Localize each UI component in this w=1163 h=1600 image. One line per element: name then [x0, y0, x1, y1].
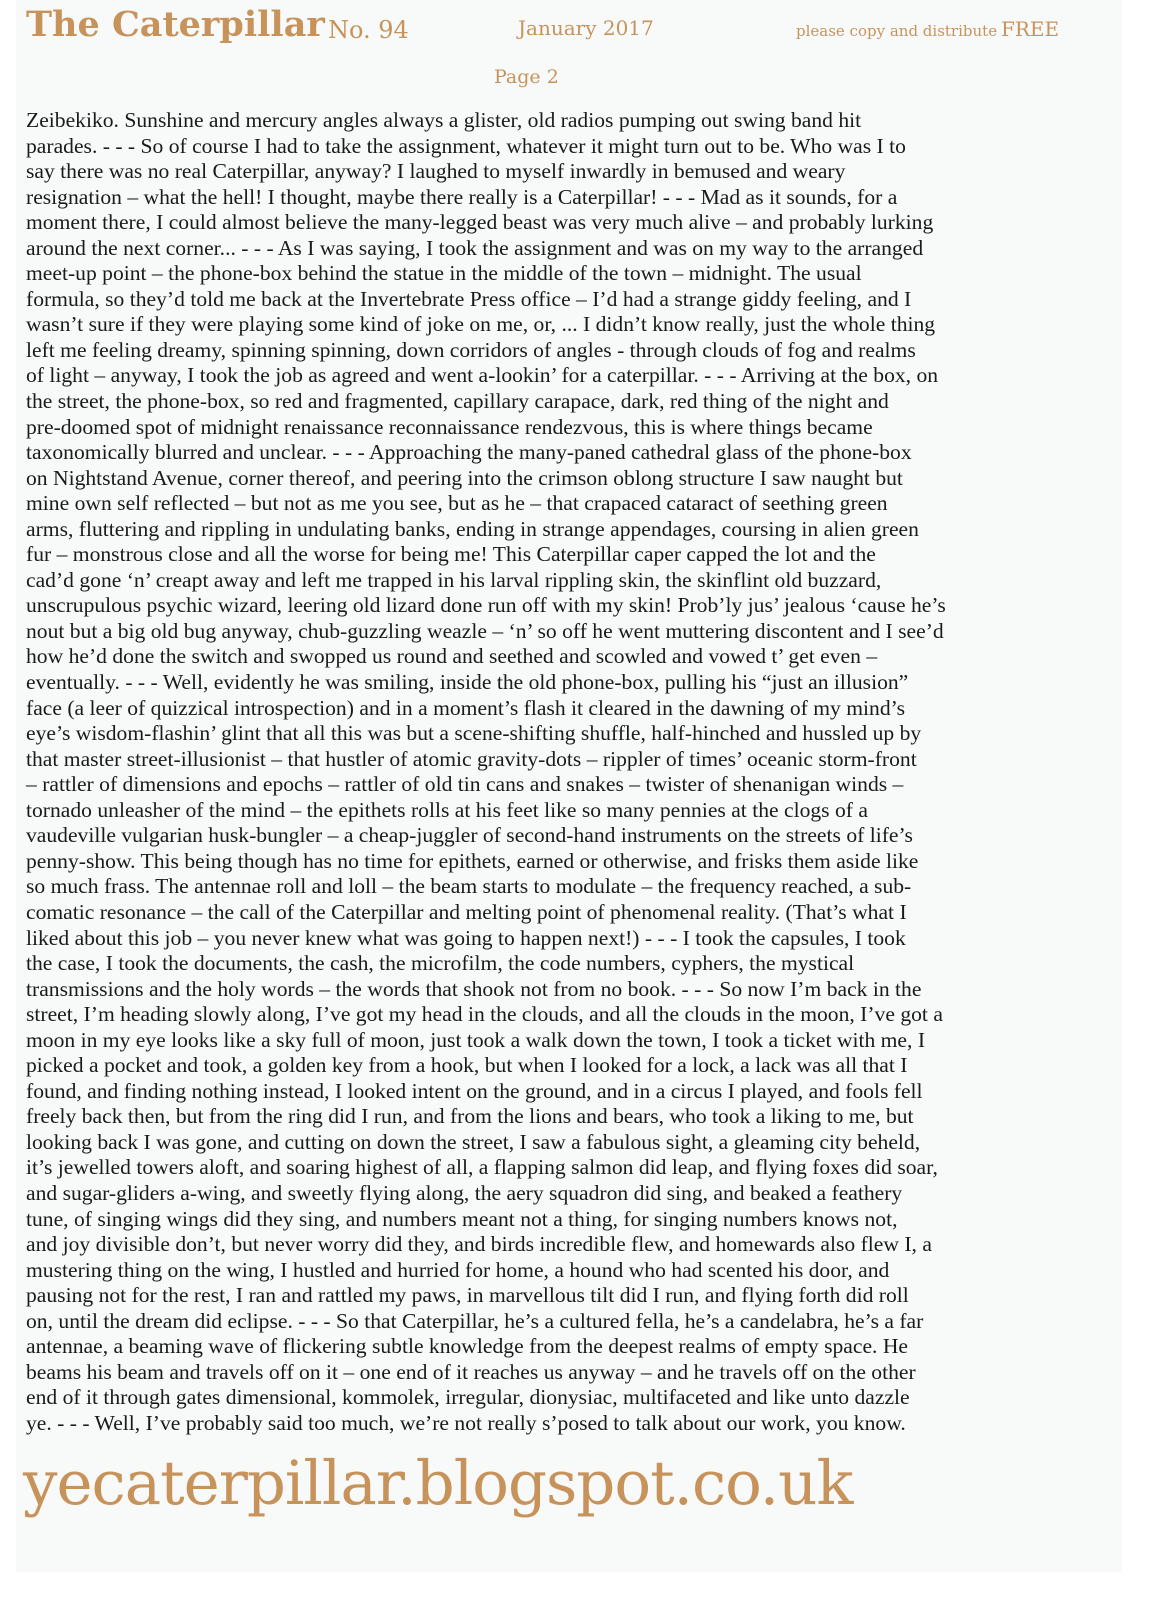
article-line: mine own self reflected – but not as me you see, but as he – that crapaced cataract of seething green	[26, 491, 888, 516]
article-line: cad’d gone ‘n’ creapt away and left me trapped in his larval rippling skin, the skinflint old buzzard,	[26, 567, 882, 592]
article-line: the street, the phone-box, so red and fragmented, capillary carapace, dark, red thing of the night and	[26, 389, 889, 414]
article-line: moon in my eye looks like a sky full of moon, just took a walk down the town, I took a ticket with me, I	[26, 1027, 926, 1052]
article-line: pre-doomed spot of midnight renaissance reconnaissance rendezvous, this is where things became	[26, 414, 873, 439]
article-line: arms, fluttering and rippling in undulating banks, ending in strange appendages, coursing in alien green	[26, 516, 919, 541]
issue-date: January 2017	[518, 16, 654, 40]
article-line: around the next corner... - - - As I was saying, I took the assignment and was on my way to the arranged	[26, 235, 924, 260]
article-line: fur – monstrous close and all the worse for being me! This Caterpillar caper capped the lot and the	[26, 542, 876, 567]
article-line: it’s jewelled towers aloft, and soaring highest of all, a flapping salmon did leap, and flying foxes did soar,	[26, 1155, 938, 1180]
article-line: penny-show. This being though has no time for epithets, earned or otherwise, and frisks them aside like	[26, 848, 919, 873]
article-line: vaudeville vulgarian husk-bungler – a cheap-juggler of second-hand instruments on the streets of life’s	[26, 823, 913, 848]
issue-number: No. 94	[328, 16, 409, 44]
article-line: tornado unleasher of the mind – the epithets rolls at his feet like so many pennies at the clogs of a	[26, 797, 868, 822]
article-line: taxonomically blurred and unclear. - - - Approaching the many-paned cathedral glass of the phone-box	[26, 440, 912, 465]
article-line: moment there, I could almost believe the many-legged beast was very much alive – and probably lurking	[26, 210, 934, 235]
article-line: and joy divisible don’t, but never worry did they, and birds incredible flew, and homewards also flew I, a	[26, 1232, 932, 1257]
article-line: liked about this job – you never knew what was going to happen next!) - - - I took the capsules, I took	[26, 925, 906, 950]
page-number: Page 2	[494, 66, 559, 88]
article-line: formula, so they’d told me back at the Invertebrate Press office – I’d had a strange giddy feeling, and I	[26, 286, 912, 311]
article-line: pausing not for the rest, I ran and rattled my paws, in marvellous tilt did I run, and flying forth did roll	[26, 1283, 909, 1308]
article-line: mustering thing on the wing, I hustled and hurried for home, a hound who had scented his door, and	[26, 1257, 890, 1282]
newsletter-title: The Caterpillar	[26, 4, 325, 45]
article-line: antennae, a beaming wave of flickering subtle knowledge from the deepest realms of empty space. He	[26, 1334, 909, 1359]
article-line: and sugar-gliders a-wing, and sweetly flying along, the aery squadron did sing, and beaked a feathery	[26, 1180, 903, 1205]
price-label: FREE	[1001, 17, 1060, 41]
article-line: how he’d done the switch and swopped us round and seethed and scowled and vowed t’ get even –	[26, 644, 878, 669]
article-line: unscrupulous psychic wizard, leering old lizard done run off with my skin! Prob’ly jus’ jealous ‘cause he’s	[26, 593, 946, 618]
article-line: Zeibekiko. Sunshine and mercury angles always a glister, old radios pumping out swing band hit	[26, 108, 862, 132]
article-line: found, and finding nothing instead, I looked intent on the ground, and in a circus I played, and fools fell	[26, 1078, 923, 1103]
article-line: say there was no real Caterpillar, anyway? I laughed to myself inwardly in bemused and weary	[26, 159, 846, 184]
article-line: ye. - - - Well, I’ve probably said too much, we’re not really s’posed to talk about our work, you know.	[26, 1410, 906, 1435]
article-line: on Nightstand Avenue, corner thereof, and peering into the crimson oblong structure I saw naught but	[26, 465, 903, 490]
masthead	[16, 0, 1122, 60]
article-line: tune, of singing wings did they sing, and numbers meant not a thing, for singing numbers knows not,	[26, 1206, 898, 1231]
newsletter-page	[16, 0, 1122, 1572]
article-line: eventually. - - - Well, evidently he was smiling, inside the old phone-box, pulling his “just an illusion”	[26, 670, 909, 695]
article-line: freely back then, but from the ring did I run, and from the lions and bears, who took a liking to me, but	[26, 1104, 914, 1129]
article-line: eye’s wisdom-flashin’ glint that all this was but a scene-shifting shuffle, half-hinched and hussled up by	[26, 721, 922, 746]
article-line: resignation – what the hell! I thought, maybe there really is a Caterpillar! - - - Mad as it sounds, for a	[26, 184, 898, 209]
article-line: looking back I was gone, and cutting on down the street, I saw a fabulous sight, a gleaming city beheld,	[26, 1129, 921, 1154]
article-line: beams his beam and travels off on it – one end of it reaches us anyway – and he travels off on the other	[26, 1359, 916, 1384]
article-line: comatic resonance – the call of the Caterpillar and melting point of phenomenal reality. (That’s what I	[26, 899, 907, 924]
article-line: that master street-illusionist – that hustler of atomic gravity-dots – rippler of times’ oceanic storm-front	[26, 746, 917, 771]
article-line: – rattler of dimensions and epochs – rattler of old tin cans and snakes – twister of shenanigan winds –	[26, 772, 904, 797]
article-line: on, until the dream did eclipse. - - - So that Caterpillar, he’s a cultured fella, he’s a candelabra, he’s a far	[26, 1308, 924, 1333]
article-line: parades. - - - So of course I had to take the assignment, whatever it might turn out to be. Who was I to	[26, 133, 906, 158]
article-line: transmissions and the holy words – the words that shook not from no book. - - - So now I’m back in the	[26, 976, 922, 1001]
article-line: meet-up point – the phone-box behind the statue in the middle of the town – midnight. The usual	[26, 261, 862, 286]
article-line: street, I’m heading slowly along, I’ve got my head in the clouds, and all the clouds in the moon, I’ve got a	[26, 1002, 943, 1027]
article-line: left me feeling dreamy, spinning spinning, down corridors of angles - through clouds of fog and realms	[26, 337, 916, 362]
article-body	[26, 108, 1088, 1436]
article-line: nout but a big old bug anyway, chub-guzzling weazle – ‘n’ so off he went muttering discontent and I see’d	[26, 618, 944, 643]
blog-url[interactable]: yecaterpillar.blogspot.co.uk	[23, 1448, 853, 1519]
article-line: of light – anyway, I took the job as agreed and went a-lookin’ for a caterpillar. - - - Arriving at the box, on	[26, 363, 939, 388]
article-line: the case, I took the documents, the cash, the microfilm, the code numbers, cyphers, the mystical	[26, 951, 855, 976]
article-line: so much frass. The antennae roll and loll – the beam starts to modulate – the frequency reached, a sub-	[26, 874, 912, 899]
article-line: end of it through gates dimensional, kommolek, irregular, dionysiac, multifaceted and like unto dazzle	[26, 1385, 910, 1410]
article-line: wasn’t sure if they were playing some kind of joke on me, or, ... I didn’t know really, just the whole thing	[26, 312, 936, 337]
article-line: picked a pocket and took, a golden key from a hook, but when I looked for a lock, a lack was all that I	[26, 1053, 908, 1078]
copy-note: please copy and distribute	[796, 22, 998, 40]
article-line: face (a leer of quizzical introspection) and in a moment’s flash it cleared in the dawning of my mind’s	[26, 695, 906, 720]
